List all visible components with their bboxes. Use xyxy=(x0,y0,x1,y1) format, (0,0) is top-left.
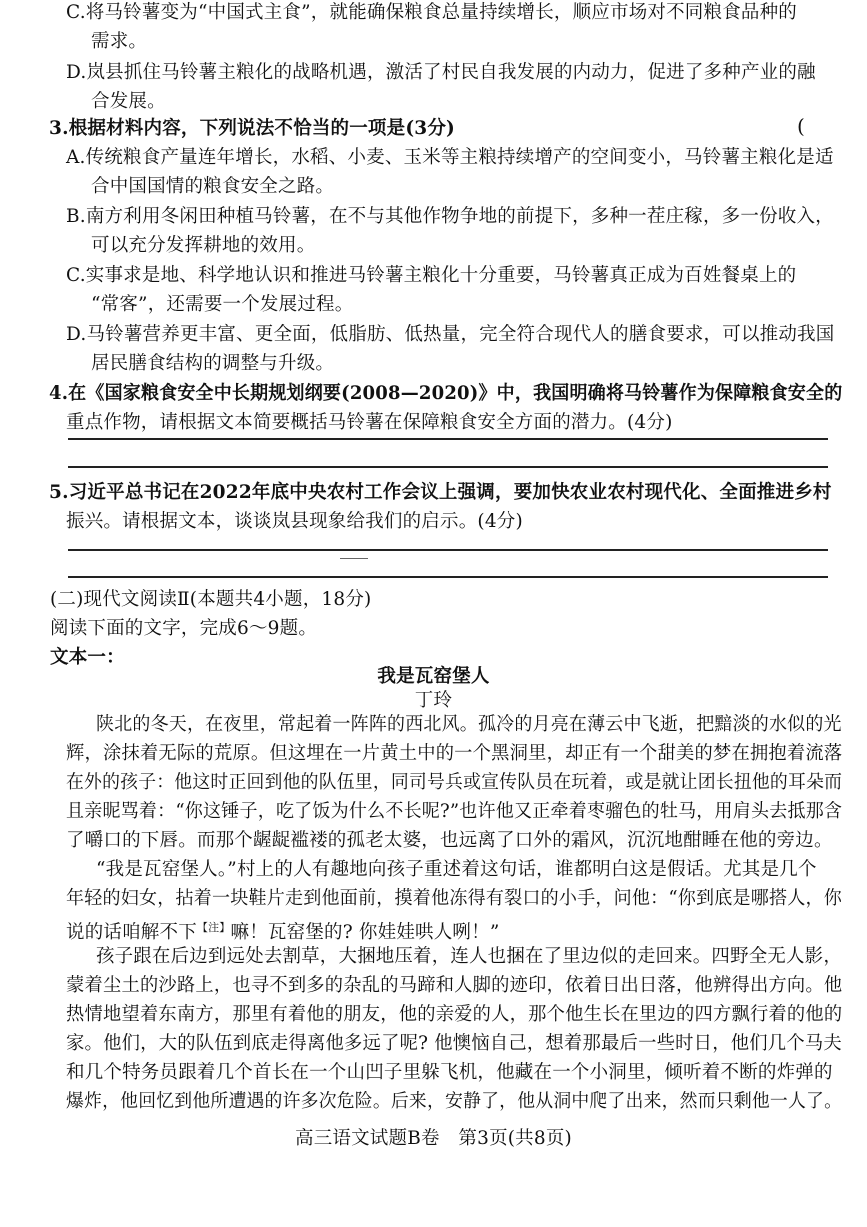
q2-option-d-line2: 合发展。 xyxy=(91,91,166,112)
p1-line4: 且亲昵骂着：“你这锤子，吃了饭为什么不长呢?”也许他又正牵着枣骝色的牡马，用肩头去抵那含 xyxy=(66,801,843,822)
p3-line4: 家。他们，大的队伍到底走得离他多远了呢? 他懊恼自己，想着那最后一些时日，他们几个马夫 xyxy=(66,1033,842,1054)
q3-stem: 3.根据材料内容，下列说法不恰当的一项是(3分) xyxy=(49,118,455,139)
p2-line3-part2: 嘛！瓦窑堡的? 你娃娃哄人咧！” xyxy=(230,922,500,944)
q5-stem-line1: 5.习近平总书记在2022年底中央农村工作会议上强调，要加快农业农村现代化、全面推进乡村 xyxy=(49,482,832,503)
p3-line5: 和几个特务员跟着几个首长在一个山凹子里躲飞机，他藏在一个小洞里，倾听着不断的炸弹的 xyxy=(66,1062,833,1083)
p3-line6: 爆炸，他回忆到他所遭遇的许多次危险。后来，安静了，他从洞中爬了出来，然而只剩他一人了。 xyxy=(66,1091,843,1112)
answer-paren: ( xyxy=(797,114,805,138)
p1-line5: 了嚼口的下唇。而那个龌龊褴褛的孤老太婆，也远离了口外的霜风，沉沉地酣睡在他的旁边。 xyxy=(66,830,833,851)
q3-option-b-line1: B.南方利用冬闲田种植马铃薯，在不与其他作物争地的前提下，多种一茬庄稼，多一份收入， xyxy=(66,206,834,227)
q2-option-c-line2: 需求。 xyxy=(91,31,148,52)
p3-line1: 孩子跟在后边到远处去割草，大捆地压着，连人也捆在了里边似的走回来。四野全无人影， xyxy=(96,946,842,967)
p2-line3 xyxy=(66,915,499,946)
q2-option-d-line1: D.岚县抓住马铃薯主粮化的战略机遇，激活了村民自我发展的内动力，促进了多种产业的融 xyxy=(66,62,816,83)
p1-line3: 在外的孩子：他这时正回到他的队伍里，同司号兵或宣传队员在玩着，或是就让团长扭他的耳朵而 xyxy=(66,772,843,793)
q5-stem-line2: 振兴。请根据文本，谈谈岚县现象给我们的启示。(4分) xyxy=(66,511,523,532)
q2-option-c-line1: C.将马铃薯变为“中国式主食”，就能确保粮食总量持续增长，顺应市场对不同粮食品种的 xyxy=(66,2,797,23)
section-heading: (二)现代文阅读Ⅱ(本题共4小题，18分) xyxy=(50,589,372,610)
p3-line3: 热情地望着东南方，那里有着他的朋友，他的亲爱的人，那个他生长在里边的四方飘行着的他的 xyxy=(66,1004,843,1025)
section-instruction: 阅读下面的文字，完成6～9题。 xyxy=(50,618,318,639)
p2-line2: 年轻的妇女，拈着一块鞋片走到他面前，摸着他冻得有裂口的小手，问他：“你到底是哪搭人，你 xyxy=(66,888,843,909)
p2-line1: “我是瓦窑堡人。”村上的人有趣地向孩子重述着这句话，谁都明白这是假话。尤其是几个 xyxy=(96,859,817,880)
scan-mark xyxy=(340,558,368,559)
p3-line2: 蒙着尘土的沙路上，也寻不到多的杂乱的马蹄和人脚的迹印，依着日出日落，他辨得出方向。他 xyxy=(66,975,843,996)
text-one-label: 文本一： xyxy=(50,647,125,668)
article-author: 丁玲 xyxy=(414,690,453,711)
q4-answer-line-1[interactable] xyxy=(68,438,828,440)
footnote-marker: 【注】 xyxy=(196,921,231,934)
p2-line3-part1: 说的话咱解不下 xyxy=(66,922,197,944)
q3-option-a-line2: 合中国国情的粮食安全之路。 xyxy=(91,176,335,197)
q3-option-c-line1: C.实事求是地、科学地认识和推进马铃薯主粮化十分重要，马铃薯真正成为百姓餐桌上的 xyxy=(66,265,797,286)
q3-option-a-line1: A.传统粮食产量连年增长，水稻、小麦、玉米等主粮持续增产的空间变小，马铃薯主粮化是适 xyxy=(66,147,834,168)
q3-option-b-line2: 可以充分发挥耕地的效用。 xyxy=(91,235,316,256)
q5-answer-line-2[interactable] xyxy=(68,576,828,578)
q3-option-d-line1: D.马铃薯营养更丰富、更全面，低脂肪、低热量，完全符合现代人的膳食要求，可以推动我国 xyxy=(66,324,835,345)
q3-option-d-line2: 居民膳食结构的调整与升级。 xyxy=(91,353,335,374)
q3-option-c-line2: “常客”，还需要一个发展过程。 xyxy=(91,294,354,315)
p1-line1: 陕北的冬天，在夜里，常起着一阵阵的西北风。孤冷的月亮在薄云中飞逝，把黯淡的水似的光 xyxy=(96,714,842,735)
p1-line2: 辉，涂抹着无际的荒原。但这埋在一片黄土中的一个黑洞里，却正有一个甜美的梦在拥抱着流落 xyxy=(66,743,843,764)
q4-stem-line1: 4.在《国家粮食安全中长期规划纲要(2008—2020)》中，我国明确将马铃薯作为保障粮食安全的 xyxy=(49,383,843,404)
page-footer: 高三语文试题B卷 第3页(共8页) xyxy=(295,1128,572,1149)
q4-answer-line-2[interactable] xyxy=(68,466,828,468)
article-title: 我是瓦窑堡人 xyxy=(377,666,490,687)
q5-answer-line-1[interactable] xyxy=(68,549,828,551)
q4-stem-line2: 重点作物，请根据文本简要概括马铃薯在保障粮食安全方面的潜力。(4分) xyxy=(66,412,673,433)
